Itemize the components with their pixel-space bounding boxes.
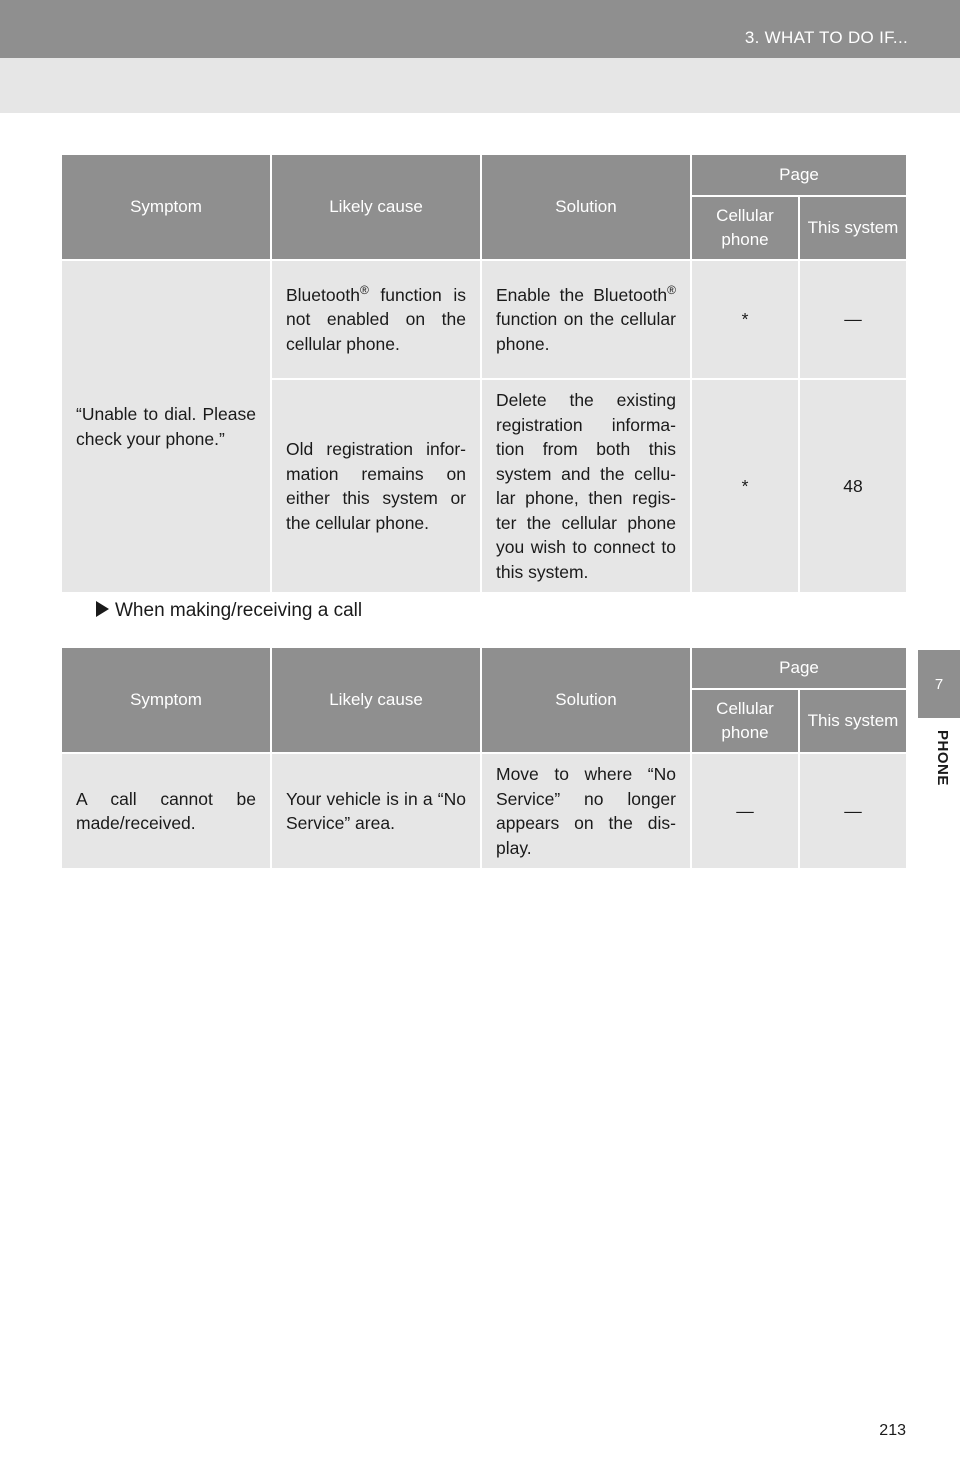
column-header-solution: Solution <box>481 154 691 260</box>
table-row <box>61 260 907 379</box>
solution-cell: Delete the existing registration informa-tion from both this system and the cellu-lar phone, then regis-ter the cellular phone you wish to connect to this system. <box>481 379 691 593</box>
chapter-label: PHONE <box>934 730 951 786</box>
column-header-cellular-phone: Cellular phone <box>691 689 799 753</box>
cause-cell: Old registration infor-mation remains on either this system or the cellular phone. <box>271 379 481 593</box>
this-system-page-cell[interactable] <box>799 379 907 593</box>
column-header-this-system: This system <box>799 689 907 753</box>
cause-cell: Bluetooth® function is not enabled on the cellular phone. <box>271 260 481 379</box>
symptom-cell: A call cannot be made/received. <box>61 753 271 869</box>
column-header-likely-cause: Likely cause <box>271 154 481 260</box>
this-system-page-cell: — <box>799 753 907 869</box>
troubleshooting-table-calls <box>60 646 908 870</box>
troubleshooting-table-dialing <box>60 153 908 594</box>
chapter-number: 7 <box>934 675 944 693</box>
section-title: 3. WHAT TO DO IF... <box>744 28 908 47</box>
page-reference-link[interactable]: 48 <box>843 475 863 496</box>
column-header-this-system: This system <box>799 196 907 260</box>
triangle-bullet-icon <box>96 601 109 617</box>
column-header-cellular-phone: Cellular phone <box>691 196 799 260</box>
column-header-symptom: Symptom <box>61 647 271 753</box>
chapter-tab[interactable] <box>918 650 960 718</box>
column-header-page: Page <box>691 154 907 196</box>
column-header-solution: Solution <box>481 647 691 753</box>
column-header-page: Page <box>691 647 907 689</box>
header-band <box>0 58 960 113</box>
cellular-phone-page-cell: * <box>691 379 799 593</box>
page-number: 213 <box>879 1422 906 1439</box>
table-row <box>61 753 907 869</box>
column-header-likely-cause: Likely cause <box>271 647 481 753</box>
section-heading: When making/receiving a call <box>96 600 362 622</box>
this-system-page-cell: — <box>799 260 907 379</box>
cause-cell: Your vehicle is in a “No Service” area. <box>271 753 481 869</box>
header-bar <box>0 0 960 58</box>
symptom-cell: “Unable to dial. Please check your phone.” <box>61 260 271 593</box>
solution-cell: Enable the Bluetooth® function on the cellular phone. <box>481 260 691 379</box>
solution-cell: Move to where “No Service” no longer appears on the dis-play. <box>481 753 691 869</box>
registered-mark: ® <box>359 282 369 297</box>
cellular-phone-page-cell: * <box>691 260 799 379</box>
column-header-symptom: Symptom <box>61 154 271 260</box>
cellular-phone-page-cell: — <box>691 753 799 869</box>
registered-mark: ® <box>667 282 676 297</box>
